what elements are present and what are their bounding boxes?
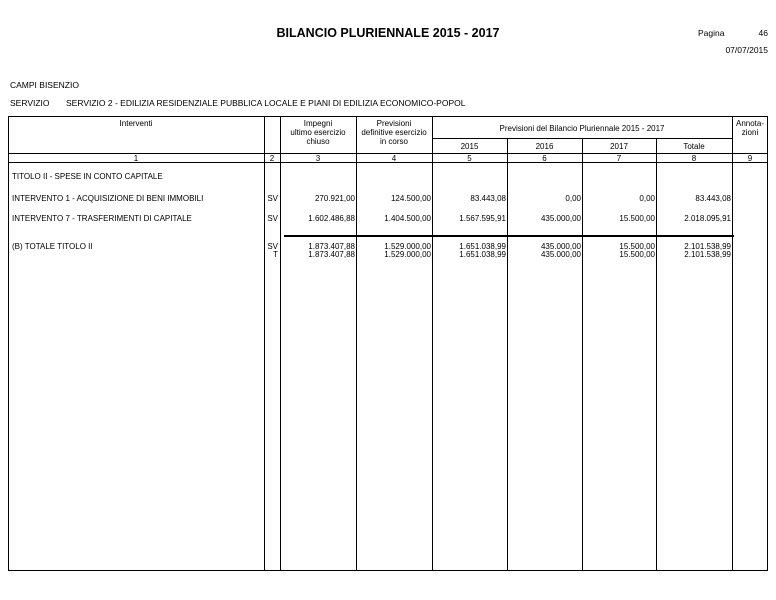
- totals-2016: 435.000,00: [540, 242, 581, 251]
- servizio-label: SERVIZIO: [10, 98, 50, 108]
- row-previsioni: 124.500,00: [390, 194, 431, 203]
- totals-label: (B) TOTALE TITOLO II: [12, 242, 93, 251]
- row-2017: 0,00: [639, 194, 655, 203]
- totals-separator: [284, 235, 734, 237]
- table-border-left: [8, 116, 9, 571]
- col-sep-9: [732, 116, 733, 571]
- col-number-4: 4: [391, 154, 397, 163]
- col-number-5: 5: [467, 154, 472, 163]
- row-totale: 83.443,08: [695, 194, 731, 203]
- ente-name: CAMPI BISENZIO: [10, 80, 79, 90]
- col-sep-2: [264, 116, 265, 571]
- titolo-heading: TITOLO II - SPESE IN CONTO CAPITALE: [12, 172, 163, 181]
- header-year-line: [432, 138, 733, 139]
- totals-previsioni: 1.529.000,00: [384, 250, 431, 259]
- header-2017: 2017: [610, 142, 628, 151]
- col-number-9: 9: [747, 154, 753, 163]
- row-impegni: 1.602.486,88: [308, 214, 355, 223]
- totals-2015: 1.651.038,99: [459, 250, 506, 259]
- col-sep-3: [280, 116, 281, 571]
- header-previsioni-1: Previsioni: [376, 119, 412, 128]
- table-border-top: [8, 116, 768, 117]
- header-2015: 2015: [460, 142, 479, 151]
- header-previsioni-bilancio: Previsioni del Bilancio Pluriennale 2015 - 2017: [499, 124, 665, 133]
- totals-2015: 1.651.038,99: [459, 242, 506, 251]
- header-annotazioni-1: Annota-: [735, 119, 765, 128]
- totals-code: T: [273, 250, 278, 259]
- header-2016: 2016: [535, 142, 554, 151]
- totals-2016: 435.000,00: [540, 250, 581, 259]
- header-impegni-3: chiuso: [306, 137, 330, 146]
- servizio-value: SERVIZIO 2 - EDILIZIA RESIDENZIALE PUBBLICA LOCALE E PIANI DI EDILIZIA ECONOMICO-POPOL: [66, 98, 466, 108]
- col-number-3: 3: [315, 154, 321, 163]
- page-label: Pagina: [698, 28, 725, 38]
- header-impegni-1: Impegni: [303, 119, 333, 128]
- row-2017: 15.500,00: [619, 214, 655, 223]
- row-2016: 0,00: [565, 194, 581, 203]
- budget-table: [8, 116, 768, 571]
- col-number-6: 6: [542, 154, 547, 163]
- row-previsioni: 1.404.500,00: [384, 214, 431, 223]
- totals-code: SV: [267, 242, 278, 251]
- row-2015: 83.443,08: [470, 194, 506, 203]
- report-date: 07/07/2015: [725, 45, 768, 55]
- col-number-8: 8: [691, 154, 697, 163]
- table-border-right: [767, 116, 768, 571]
- report-title: BILANCIO PLURIENNALE 2015 - 2017: [276, 26, 500, 40]
- row-2015: 1.567.595,91: [459, 214, 506, 223]
- row-code: SV: [267, 214, 278, 223]
- header-annotazioni-2: zioni: [741, 128, 759, 137]
- col-number-2: 2: [269, 154, 275, 163]
- row-impegni: 270.921,00: [314, 194, 355, 203]
- col-sep-4: [356, 116, 357, 571]
- row-2016: 435.000,00: [540, 214, 581, 223]
- header-previsioni-3: in corso: [379, 137, 408, 146]
- totals-previsioni: 1.529.000,00: [384, 242, 431, 251]
- col-number-7: 7: [616, 154, 622, 163]
- row-code: SV: [267, 194, 278, 203]
- totals-impegni: 1.873.407,88: [308, 250, 355, 259]
- header-interventi: Interventi: [119, 119, 153, 128]
- table-border-bottom: [8, 570, 768, 571]
- col-sep-5: [432, 116, 433, 571]
- page-number: 46: [758, 28, 768, 38]
- totals-2017: 15.500,00: [619, 250, 655, 259]
- totals-totale: 2.101.538,99: [684, 242, 731, 251]
- totals-totale: 2.101.538,99: [684, 250, 731, 259]
- row-label: INTERVENTO 7 - TRASFERIMENTI DI CAPITALE: [12, 214, 192, 223]
- row-label: INTERVENTO 1 - ACQUISIZIONE DI BENI IMMOBILI: [12, 194, 204, 203]
- totals-2017: 15.500,00: [619, 242, 655, 251]
- row-totale: 2.018.095,91: [684, 214, 731, 223]
- totals-impegni: 1.873.407,88: [308, 242, 355, 251]
- header-totale: Totale: [683, 142, 705, 151]
- col-number-1: 1: [133, 154, 139, 163]
- header-impegni-2: ultimo esercizio: [290, 128, 346, 137]
- header-previsioni-2: definitive esercizio: [361, 128, 427, 137]
